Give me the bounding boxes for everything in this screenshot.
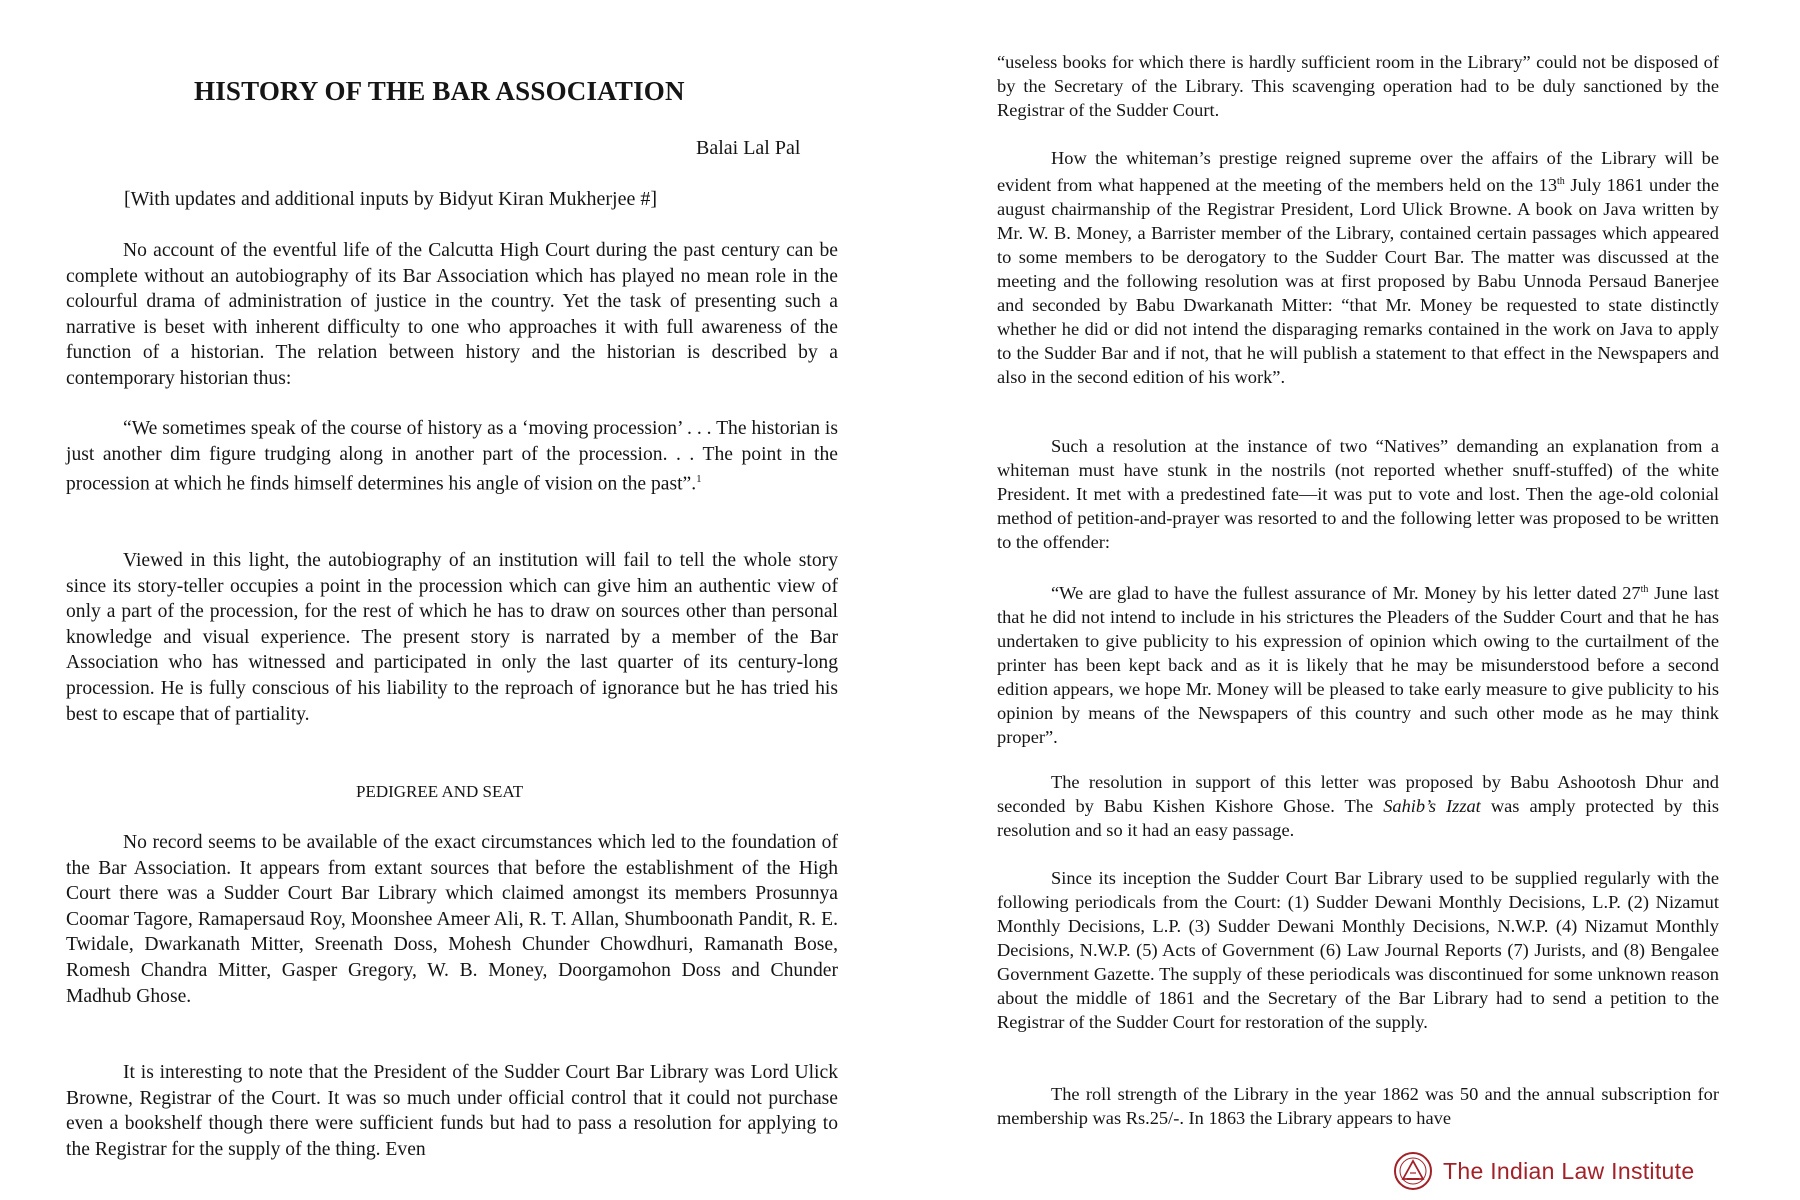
updates-note: [With updates and additional inputs by Bidyut Kiran Mukherjee #] <box>124 188 657 210</box>
prestige-text-start: How the whiteman’s prestige reigned supreme over the affairs of the Library will be evident from what happened at the meeting of the members held on the 13 <box>997 148 1719 196</box>
author-name: Balai Lal Pal <box>696 137 801 159</box>
paragraph-resolution: Such a resolution at the instance of two “Natives” demanding an explanation from a whiteman must have stunk in the nostrils (not reported whether snuff-stuffed) of the white President. It met with a predestined fate—it was put to vote and lost. Then the age-old colonial method of petition-and-prayer was resorted to and the following letter was proposed to be written to the offender: <box>997 436 1719 552</box>
paragraph-intro: No account of the eventful life of the Calcutta High Court during the past century can be complete without an autobiography of its Bar Association which has played no mean role in the colourful drama of administration of justice in the country. Yet the task of presenting such a narrative is beset with inherent difficulty to one who approaches it with full awareness of the function of a historian. The relation between history and the historian is described by a contemporary historian thus: <box>66 240 838 389</box>
left-page <box>66 0 838 1200</box>
indian-law-institute-logo <box>1393 1148 1694 1194</box>
letter-text-start: “We are glad to have the fullest assurance of Mr. Money by his letter dated 27 <box>1051 583 1641 604</box>
paragraph-periodicals: Since its inception the Sudder Court Bar Library used to be supplied regularly with the following periodicals from the Court: (1) Sudder Dewani Monthly Decisions, L.P. (2) Nizamut Monthly Decisions, L.P. (3) Sudder Dewani Monthly Decisions, N.W.P. (4) Nizamut Monthly Decisions, N.W.P. (5) Acts of Government (6) Law Journal Reports (7) Jurists, and (8) Bengalee Government Gazette. The supply of these periodicals was discontinued for some unknown reason about the middle of 1861 and the Secretary of the Bar Library had to send a petition to the Registrar of the Sudder Court for restoration of the supply. <box>997 868 1719 1032</box>
institute-name: The Indian Law Institute <box>1443 1157 1695 1184</box>
support-text-start: The resolution in support of this letter was proposed by Babu Ashootosh Dhur and seconded by Babu Kishen Kishore Ghose. The <box>997 772 1719 816</box>
sahib-izzat-phrase: Sahib’s Izzat <box>1383 796 1481 816</box>
support-text-end: was amply protected by this resolution and so it had an easy passage. <box>997 796 1719 840</box>
paragraph-president: It is interesting to note that the President of the Sudder Court Bar Library was Lord Ulick Browne, Registrar of the Court. It was so much under official control that it could not purchase even a bookshelf though there were sufficient funds but had to pass a resolution for applying to the Registrar for the supply of the thing. Even <box>66 1062 838 1160</box>
ordinal-suffix: th <box>1557 176 1565 187</box>
paragraph-pedigree: No record seems to be available of the exact circumstances which led to the foundation of the Bar Association. It appears from extant sources that before the establishment of the High Court there was a Sudder Court Bar Library which claimed amongst its members Prosunnya Coomar Tagore, Ramapersaud Roy, Moonshee Ameer Ali, R. T. Allan, Shumboonath Pandit, R. E. Twidale, Dwarkanath Mitter, Sreenath Doss, Mohesh Chunder Chowdhuri, Ramanath Bose, Romesh Chandra Mitter, Gasper Gregory, W. B. Money, Doorgamohon Doss and Chunder Madhub Ghose. <box>66 832 838 1007</box>
quote-paragraph <box>66 416 838 497</box>
section-heading: PEDIGREE AND SEAT <box>356 782 524 801</box>
footnote-marker: 1 <box>696 473 702 486</box>
quote-letter <box>997 578 1719 749</box>
paragraph-prestige <box>997 146 1719 389</box>
right-page <box>997 0 1719 1200</box>
quote-text: “We sometimes speak of the course of history as a ‘moving procession’ . . . The historian is just another dim figure trudging along in another part of the procession. . . The point in the procession at which he finds himself determines his angle of vision on the past”. <box>66 418 838 495</box>
paragraph-roll-strength: The roll strength of the Library in the year 1862 was 50 and the annual subscription for membership was Rs.25/-. In 1863 the Library appears to have <box>997 1084 1719 1128</box>
document-title: HISTORY OF THE BAR ASSOCIATION <box>194 76 685 106</box>
indian-law-institute-emblem-icon <box>1393 1151 1433 1191</box>
prestige-text-rest: July 1861 under the august chairmanship of the Registrar President, Lord Ulick Browne. A book on Java written by Mr. W. B. Money, a Barrister member of the Library, contained certain passages which appeared to some members to be derogatory to the Sudder Court Bar. The matter was discussed at the meeting and the following resolution was at first proposed by Babu Unnoda Persaud Banerjee and seconded by Babu Dwarkanath Mitter: “that Mr. Money be requested to state distinctly whether he did or did not intend the disparaging remarks contained in the work on Java to apply to the Sudder Bar and if not, that he will publish a statement to that effect in the Newspapers and also in the second edition of his work”. <box>997 175 1719 388</box>
paragraph-viewed: Viewed in this light, the autobiography of an institution will fail to tell the whole story since its story-teller occupies a point in the procession which can give him an authentic view of only a part of the procession, for the rest of which he has to draw on sources other than personal knowledge and visual experience. The present story is narrated by a member of the Bar Association who has witnessed and participated in only the last quarter of its century-long procession. He is fully conscious of his liability to the reproach of ignorance but he has tried his best to escape that of partiality. <box>66 550 838 725</box>
paragraph-support <box>997 770 1719 842</box>
paragraph-useless-books: “useless books for which there is hardly sufficient room in the Library” could not be disposed of by the Secretary of the Library. This scavenging operation had to be duly sanctioned by the Registrar of the Sudder Court. <box>997 52 1719 120</box>
letter-ordinal-suffix: th <box>1640 584 1649 595</box>
letter-text-rest: June last that he did not intend to include in his strictures the Pleaders of the Sudder Court and that he has undertaken to give publicity to his expression of opinion which owing to the curtailment of the printer has been kept back and as it is likely that he may be misunderstood before a second edition appears, we hope Mr. Money will be pleased to take early measure to give publicity to his opinion by means of the Newspapers of this country and such other mode as he may think proper”. <box>997 583 1719 748</box>
